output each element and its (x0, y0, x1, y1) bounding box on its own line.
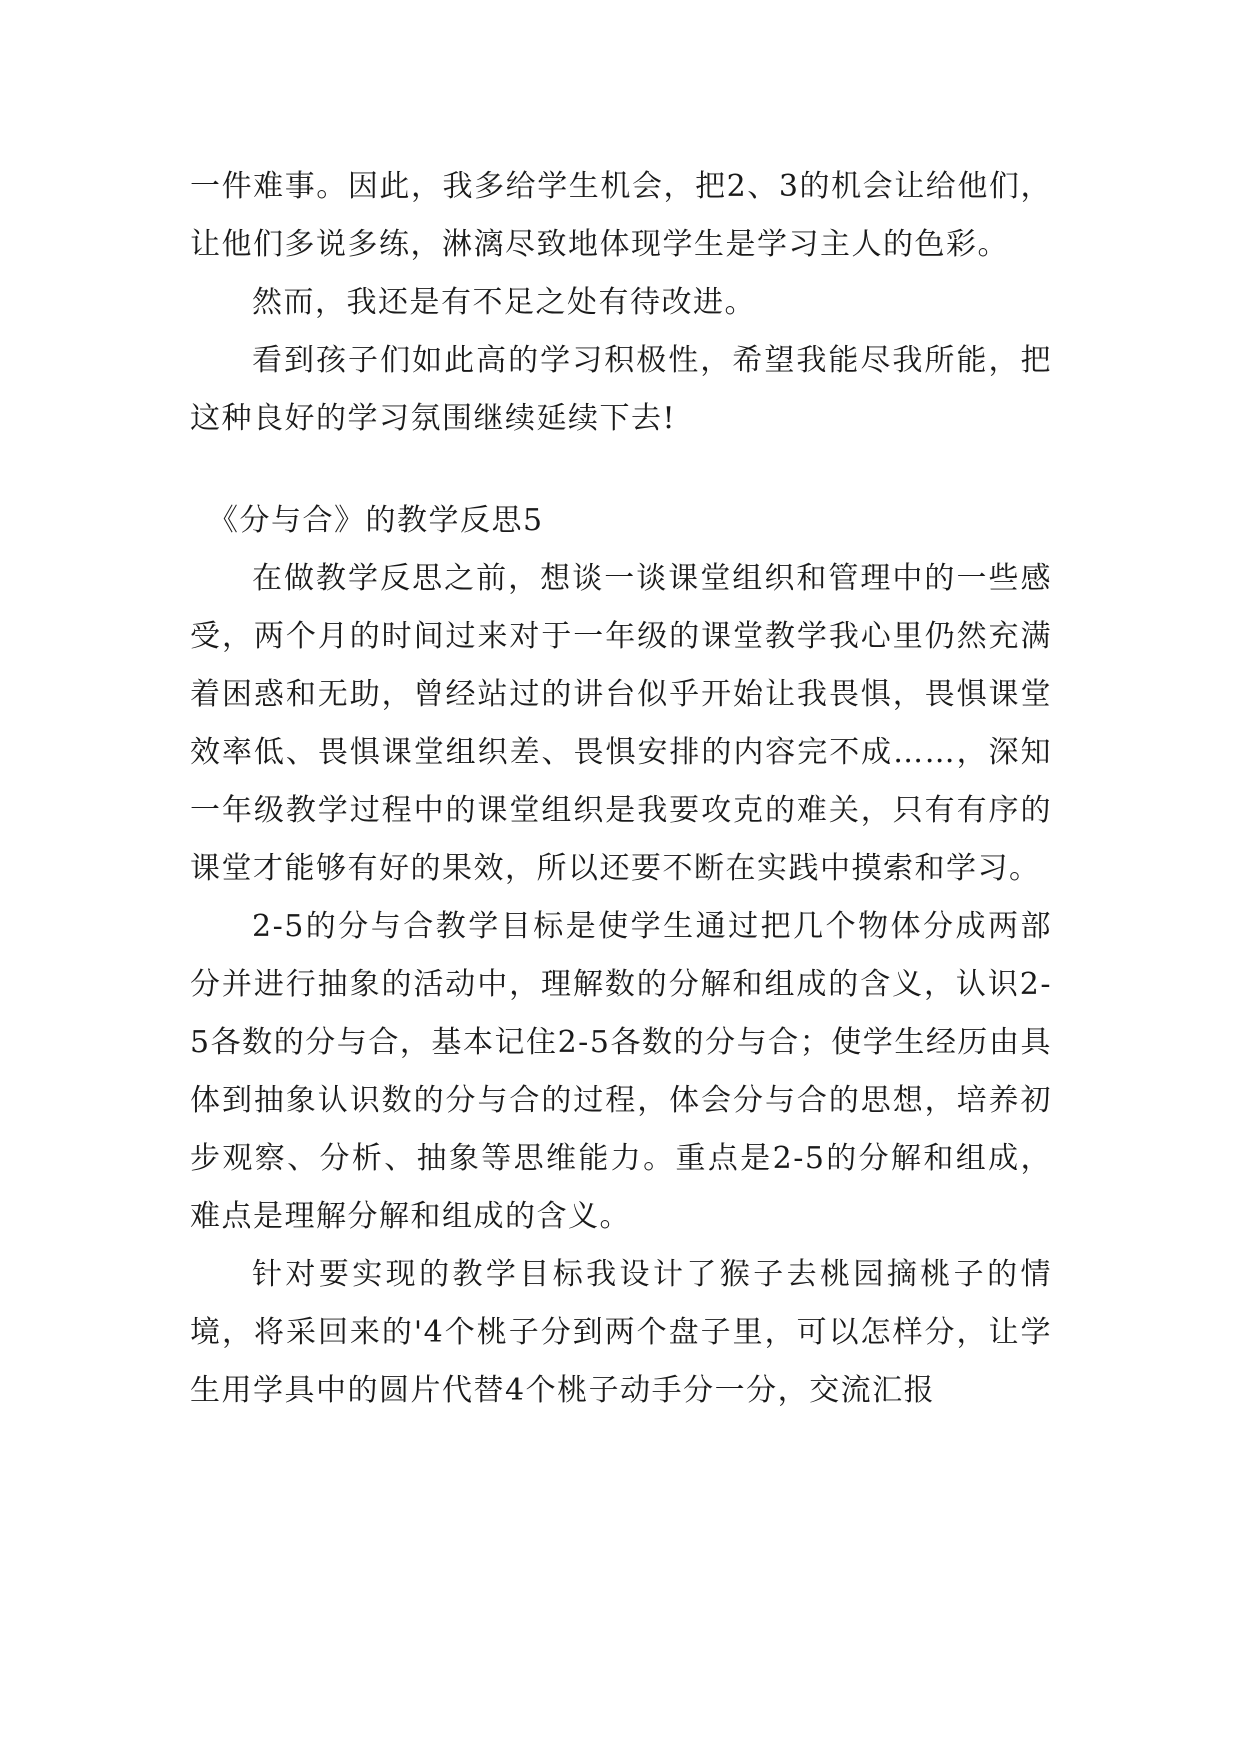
document-body (190, 158, 1052, 1420)
paragraph-lesson-design: 针对要实现的教学目标我设计了猴子去桃园摘桃子的情境，将采回来的'4个桃子分到两个盘子里，可以怎样分，让学生用学具中的圆片代替4个桃子动手分一分，交流汇报 (190, 1257, 1052, 1408)
paragraph-continuation: 一件难事。因此，我多给学生机会，把2、3的机会让给他们，让他们多说多练，淋漓尽致地体现学生是学习主人的色彩。 (190, 169, 1052, 262)
paragraph-reflection-intro: 在做教学反思之前，想谈一谈课堂组织和管理中的一些感受，两个月的时间过来对于一年级的课堂教学我心里仍然充满着困惑和无助，曾经站过的讲台似乎开始让我畏惧，畏惧课堂效率低、畏惧课堂组织差、畏惧安排的内容完不成……，深知一年级教学过程中的课堂组织是我要攻克的难关，只有有序的课堂才能够有好的果效，所以还要不断在实践中摸索和学习。 (190, 561, 1052, 886)
paragraph-shortcoming: 然而，我还是有不足之处有待改进。 (252, 285, 756, 320)
paragraph-teaching-goals: 2-5的分与合教学目标是使学生通过把几个物体分成两部分并进行抽象的活动中，理解数的分解和组成的含义，认识2-5各数的分与合，基本记住2-5各数的分与合；使学生经历由具体到抽象认识数的分与合的过程，体会分与合的思想，培养初步观察、分析、抽象等思维能力。重点是2-5的分解和组成，难点是理解分解和组成的含义。 (190, 909, 1052, 1234)
paragraph-closing: 看到孩子们如此高的学习积极性，希望我能尽我所能，把这种良好的学习氛围继续延续下去! (190, 343, 1052, 436)
section-title: 《分与合》的教学反思5 (208, 503, 544, 538)
section-spacer (190, 448, 1052, 492)
